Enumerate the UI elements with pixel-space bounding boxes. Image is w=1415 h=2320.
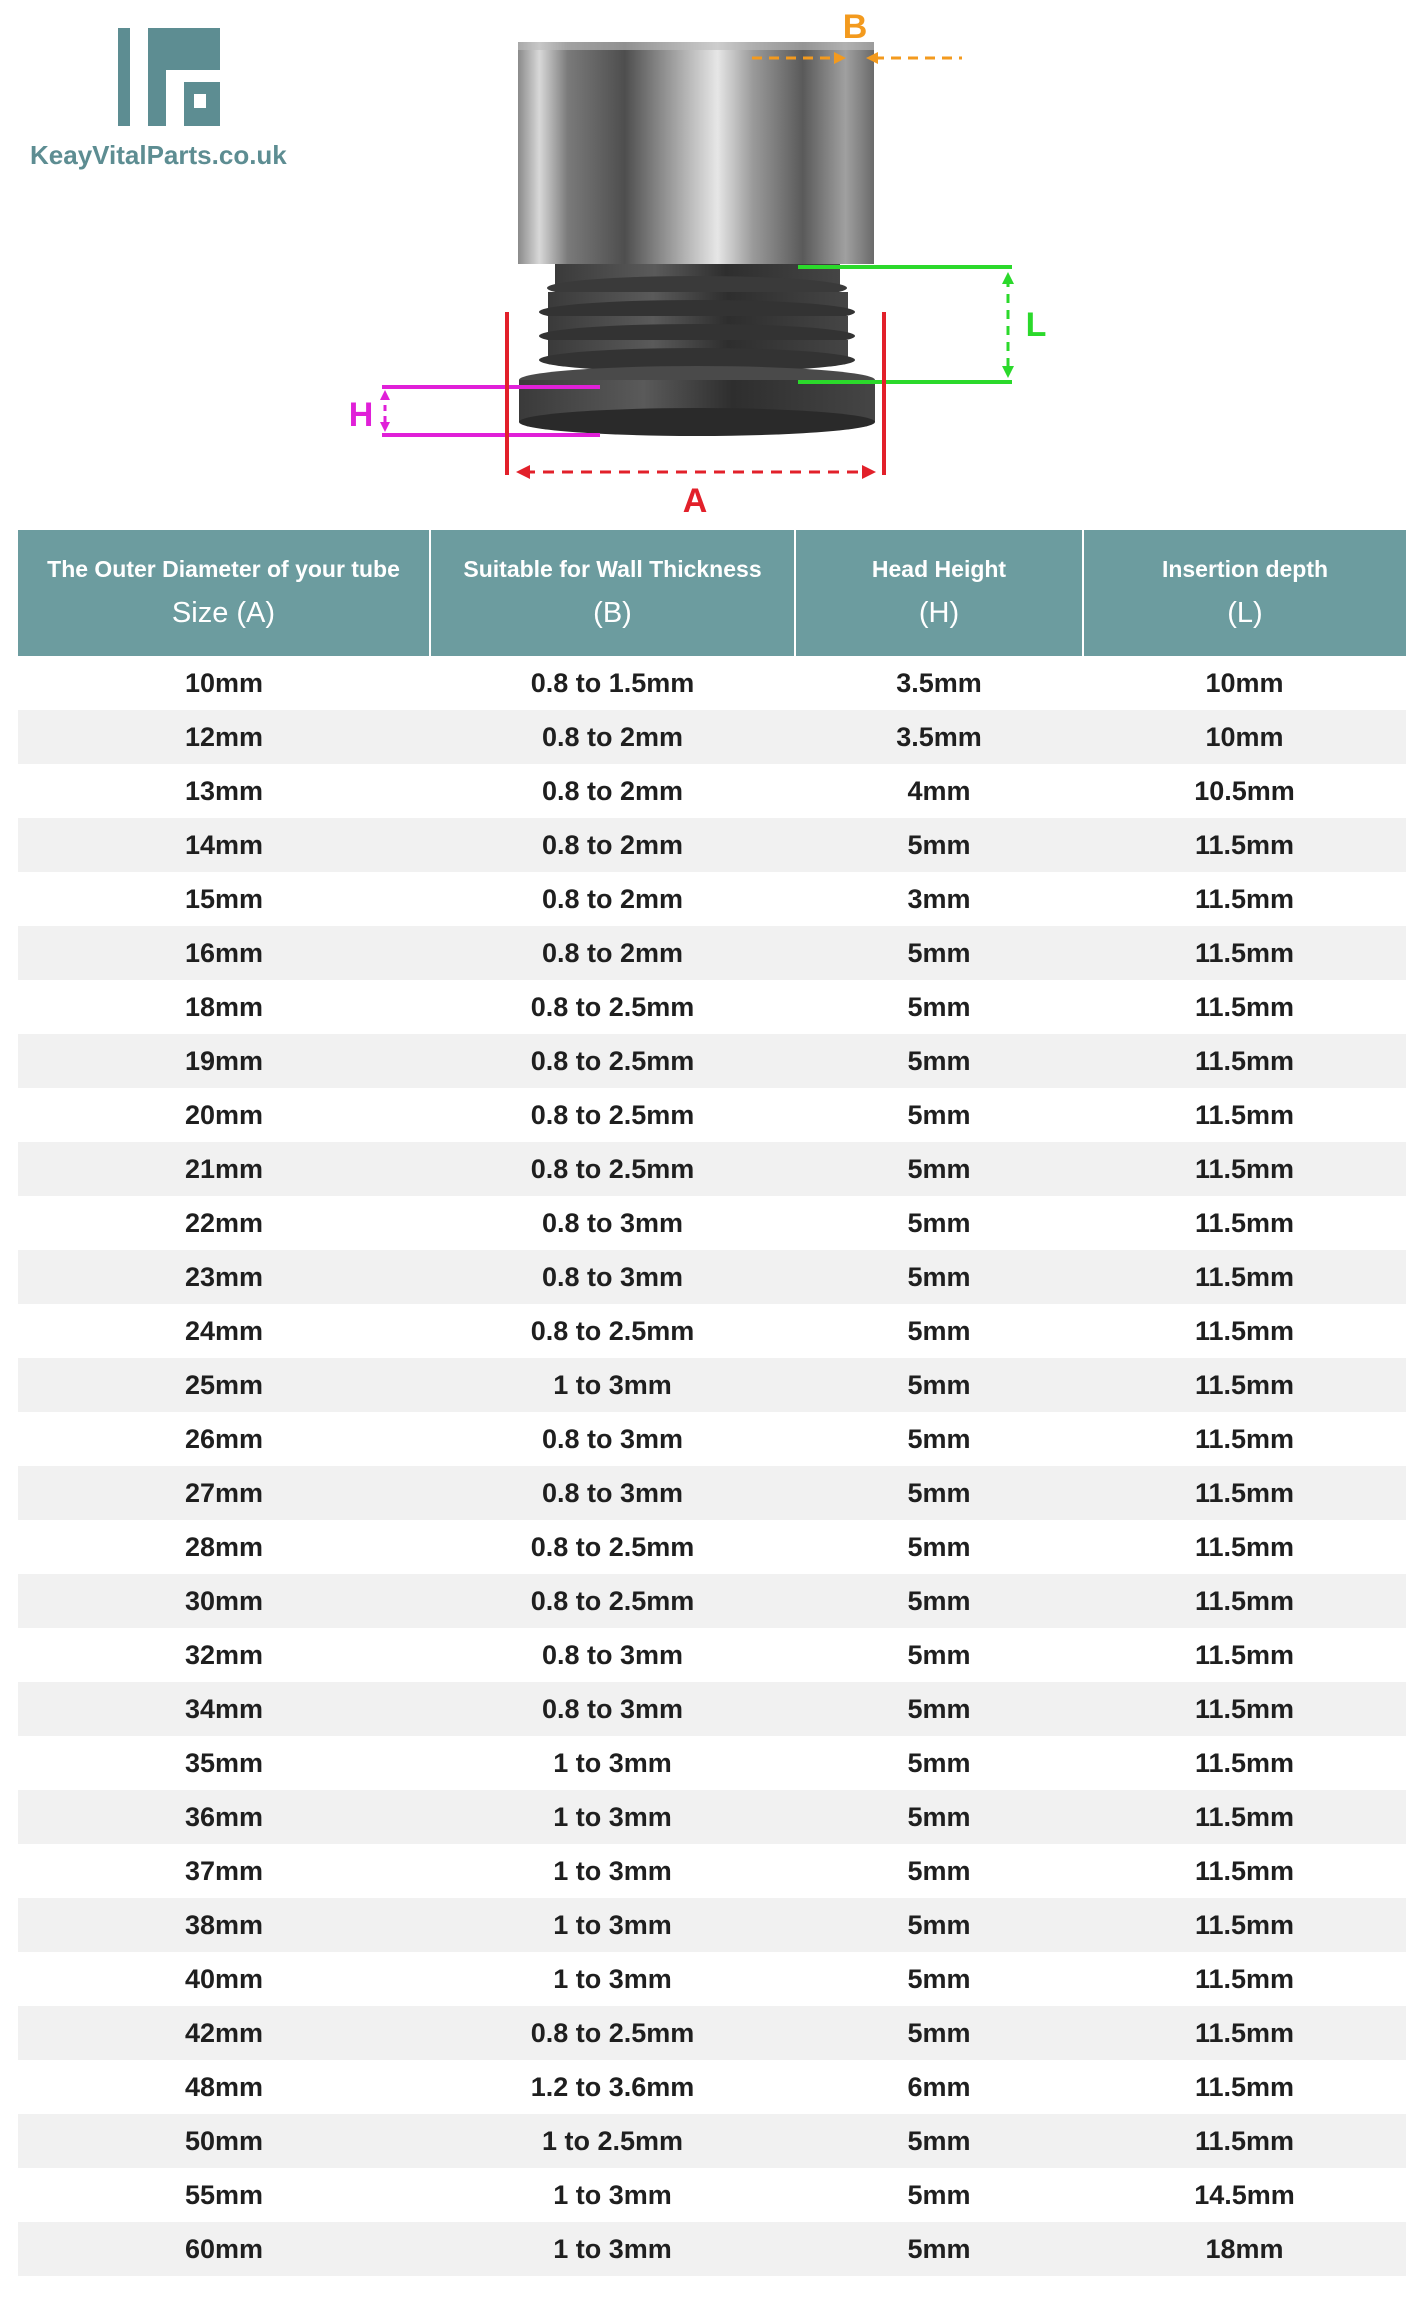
size-cell: 18mm bbox=[18, 980, 430, 1034]
head-height-cell: 5mm bbox=[795, 1196, 1083, 1250]
cap-insert-fins bbox=[539, 264, 855, 372]
head-height-cell: 4mm bbox=[795, 764, 1083, 818]
table-row bbox=[18, 2114, 1406, 2168]
insertion-depth-cell: 11.5mm bbox=[1083, 1520, 1406, 1574]
insertion-depth-cell: 11.5mm bbox=[1083, 1952, 1406, 2006]
wall-thickness-cell: 0.8 to 2.5mm bbox=[430, 1304, 795, 1358]
size-cell: 55mm bbox=[18, 2168, 430, 2222]
wall-thickness-cell: 0.8 to 3mm bbox=[430, 1412, 795, 1466]
insertion-depth-cell: 18mm bbox=[1083, 2222, 1406, 2276]
insertion-depth-cell: 11.5mm bbox=[1083, 1682, 1406, 1736]
table-row bbox=[18, 1304, 1406, 1358]
insertion-depth-cell: 11.5mm bbox=[1083, 818, 1406, 872]
table-row bbox=[18, 2222, 1406, 2276]
table-body bbox=[18, 656, 1406, 2276]
table-row bbox=[18, 1574, 1406, 1628]
insertion-depth-cell: 11.5mm bbox=[1083, 2114, 1406, 2168]
head-height-cell: 5mm bbox=[795, 980, 1083, 1034]
size-cell: 16mm bbox=[18, 926, 430, 980]
wall-thickness-cell: 0.8 to 2.5mm bbox=[430, 1142, 795, 1196]
size-cell: 22mm bbox=[18, 1196, 430, 1250]
size-cell: 14mm bbox=[18, 818, 430, 872]
logo-mark-icon bbox=[118, 28, 248, 130]
wall-thickness-cell: 0.8 to 2mm bbox=[430, 926, 795, 980]
insertion-depth-cell: 11.5mm bbox=[1083, 2060, 1406, 2114]
table-row bbox=[18, 1736, 1406, 1790]
insertion-depth-cell: 11.5mm bbox=[1083, 1142, 1406, 1196]
table-row bbox=[18, 1682, 1406, 1736]
head-height-cell: 5mm bbox=[795, 1142, 1083, 1196]
head-height-cell: 5mm bbox=[795, 1898, 1083, 1952]
end-cap-dimension-diagram bbox=[300, 0, 1100, 530]
insertion-depth-cell: 11.5mm bbox=[1083, 926, 1406, 980]
head-height-cell: 5mm bbox=[795, 1574, 1083, 1628]
head-height-cell: 5mm bbox=[795, 818, 1083, 872]
size-cell: 10mm bbox=[18, 656, 430, 710]
table-row bbox=[18, 1898, 1406, 1952]
insertion-depth-cell: 11.5mm bbox=[1083, 1736, 1406, 1790]
label-l: L bbox=[1025, 306, 1047, 344]
table-row bbox=[18, 2006, 1406, 2060]
size-cell: 60mm bbox=[18, 2222, 430, 2276]
head-height-cell: 5mm bbox=[795, 2114, 1083, 2168]
wall-thickness-cell: 1 to 3mm bbox=[430, 1898, 795, 1952]
table-row bbox=[18, 1142, 1406, 1196]
metal-tube bbox=[518, 42, 874, 264]
insertion-depth-cell: 11.5mm bbox=[1083, 1034, 1406, 1088]
table-header-row bbox=[18, 530, 1406, 656]
size-cell: 35mm bbox=[18, 1736, 430, 1790]
wall-thickness-cell: 1.2 to 3.6mm bbox=[430, 2060, 795, 2114]
insertion-depth-cell: 11.5mm bbox=[1083, 980, 1406, 1034]
table-row bbox=[18, 1844, 1406, 1898]
table-row bbox=[18, 1358, 1406, 1412]
insertion-depth-cell: 11.5mm bbox=[1083, 1574, 1406, 1628]
cap-head bbox=[519, 366, 875, 436]
head-height-cell: 5mm bbox=[795, 1250, 1083, 1304]
wall-thickness-cell: 0.8 to 2.5mm bbox=[430, 2006, 795, 2060]
size-cell: 21mm bbox=[18, 1142, 430, 1196]
head-height-cell: 5mm bbox=[795, 2222, 1083, 2276]
head-height-cell: 5mm bbox=[795, 1304, 1083, 1358]
label-h: H bbox=[348, 396, 374, 434]
insertion-depth-cell: 11.5mm bbox=[1083, 1358, 1406, 1412]
table-row bbox=[18, 2168, 1406, 2222]
insertion-depth-cell: 11.5mm bbox=[1083, 1304, 1406, 1358]
size-specification-table bbox=[18, 530, 1406, 2276]
wall-thickness-cell: 0.8 to 1.5mm bbox=[430, 656, 795, 710]
size-cell: 36mm bbox=[18, 1790, 430, 1844]
table-row bbox=[18, 2060, 1406, 2114]
wall-thickness-cell: 0.8 to 3mm bbox=[430, 1196, 795, 1250]
insertion-depth-cell: 11.5mm bbox=[1083, 2006, 1406, 2060]
table-row bbox=[18, 656, 1406, 710]
table-row bbox=[18, 764, 1406, 818]
table-row bbox=[18, 1412, 1406, 1466]
brand-name: KeayVitalParts.co.uk bbox=[30, 140, 287, 170]
insertion-depth-cell: 10.5mm bbox=[1083, 764, 1406, 818]
table-row bbox=[18, 926, 1406, 980]
insertion-depth-cell: 11.5mm bbox=[1083, 1844, 1406, 1898]
head-height-cell: 5mm bbox=[795, 1412, 1083, 1466]
wall-thickness-cell: 0.8 to 2.5mm bbox=[430, 1574, 795, 1628]
table-row bbox=[18, 1466, 1406, 1520]
insertion-depth-cell: 11.5mm bbox=[1083, 872, 1406, 926]
insertion-depth-cell: 11.5mm bbox=[1083, 1628, 1406, 1682]
insertion-depth-cell: 11.5mm bbox=[1083, 1196, 1406, 1250]
wall-thickness-cell: 0.8 to 3mm bbox=[430, 1682, 795, 1736]
table-row bbox=[18, 1790, 1406, 1844]
head-height-cell: 5mm bbox=[795, 1466, 1083, 1520]
size-cell: 42mm bbox=[18, 2006, 430, 2060]
head-height-cell: 5mm bbox=[795, 1034, 1083, 1088]
wall-thickness-cell: 0.8 to 2mm bbox=[430, 818, 795, 872]
head-height-cell: 5mm bbox=[795, 1520, 1083, 1574]
size-cell: 50mm bbox=[18, 2114, 430, 2168]
brand-logo bbox=[30, 28, 330, 178]
table-row bbox=[18, 710, 1406, 764]
size-cell: 27mm bbox=[18, 1466, 430, 1520]
size-cell: 28mm bbox=[18, 1520, 430, 1574]
insertion-depth-cell: 11.5mm bbox=[1083, 1088, 1406, 1142]
head-height-cell: 3.5mm bbox=[795, 710, 1083, 764]
wall-thickness-cell: 0.8 to 2.5mm bbox=[430, 1034, 795, 1088]
wall-thickness-cell: 0.8 to 2mm bbox=[430, 872, 795, 926]
head-height-cell: 5mm bbox=[795, 1682, 1083, 1736]
wall-thickness-cell: 1 to 3mm bbox=[430, 1844, 795, 1898]
wall-thickness-cell: 1 to 3mm bbox=[430, 2168, 795, 2222]
size-cell: 38mm bbox=[18, 1898, 430, 1952]
label-a: A bbox=[682, 482, 708, 520]
wall-thickness-cell: 0.8 to 3mm bbox=[430, 1250, 795, 1304]
size-cell: 23mm bbox=[18, 1250, 430, 1304]
size-cell: 13mm bbox=[18, 764, 430, 818]
table-row bbox=[18, 872, 1406, 926]
insertion-depth-cell: 11.5mm bbox=[1083, 1898, 1406, 1952]
label-b: B bbox=[842, 8, 868, 46]
head-height-cell: 5mm bbox=[795, 1952, 1083, 2006]
table-row bbox=[18, 1088, 1406, 1142]
wall-thickness-cell: 0.8 to 2mm bbox=[430, 710, 795, 764]
size-cell: 26mm bbox=[18, 1412, 430, 1466]
head-height-cell: 5mm bbox=[795, 2168, 1083, 2222]
wall-thickness-cell: 1 to 3mm bbox=[430, 1358, 795, 1412]
wall-thickness-cell: 1 to 3mm bbox=[430, 1952, 795, 2006]
head-height-cell: 5mm bbox=[795, 926, 1083, 980]
wall-thickness-cell: 0.8 to 2.5mm bbox=[430, 1520, 795, 1574]
table-row bbox=[18, 980, 1406, 1034]
head-height-cell: 3.5mm bbox=[795, 656, 1083, 710]
wall-thickness-cell: 0.8 to 2.5mm bbox=[430, 1088, 795, 1142]
table-row bbox=[18, 1034, 1406, 1088]
size-cell: 15mm bbox=[18, 872, 430, 926]
size-cell: 40mm bbox=[18, 1952, 430, 2006]
size-cell: 48mm bbox=[18, 2060, 430, 2114]
wall-thickness-cell: 0.8 to 2.5mm bbox=[430, 980, 795, 1034]
wall-thickness-cell: 1 to 2.5mm bbox=[430, 2114, 795, 2168]
head-height-cell: 5mm bbox=[795, 2006, 1083, 2060]
wall-thickness-cell: 1 to 3mm bbox=[430, 1790, 795, 1844]
header-wall-thickness: Suitable for Wall Thickness (B) bbox=[430, 530, 795, 656]
table-row bbox=[18, 818, 1406, 872]
head-height-cell: 5mm bbox=[795, 1088, 1083, 1142]
head-height-cell: 5mm bbox=[795, 1736, 1083, 1790]
insertion-depth-cell: 14.5mm bbox=[1083, 2168, 1406, 2222]
insertion-depth-cell: 10mm bbox=[1083, 710, 1406, 764]
size-cell: 20mm bbox=[18, 1088, 430, 1142]
wall-thickness-cell: 0.8 to 3mm bbox=[430, 1466, 795, 1520]
table-row bbox=[18, 1520, 1406, 1574]
wall-thickness-cell: 1 to 3mm bbox=[430, 2222, 795, 2276]
table-row bbox=[18, 1952, 1406, 2006]
insertion-depth-cell: 11.5mm bbox=[1083, 1466, 1406, 1520]
head-height-cell: 5mm bbox=[795, 1790, 1083, 1844]
insertion-depth-cell: 11.5mm bbox=[1083, 1790, 1406, 1844]
size-cell: 37mm bbox=[18, 1844, 430, 1898]
insertion-depth-cell: 11.5mm bbox=[1083, 1412, 1406, 1466]
header-head-height: Head Height (H) bbox=[795, 530, 1083, 656]
table-row bbox=[18, 1250, 1406, 1304]
product-header bbox=[0, 0, 1415, 530]
wall-thickness-cell: 0.8 to 3mm bbox=[430, 1628, 795, 1682]
head-height-cell: 5mm bbox=[795, 1844, 1083, 1898]
size-cell: 25mm bbox=[18, 1358, 430, 1412]
head-height-cell: 6mm bbox=[795, 2060, 1083, 2114]
table-row bbox=[18, 1628, 1406, 1682]
insertion-depth-cell: 11.5mm bbox=[1083, 1250, 1406, 1304]
wall-thickness-cell: 1 to 3mm bbox=[430, 1736, 795, 1790]
header-size: The Outer Diameter of your tube Size (A) bbox=[18, 530, 430, 656]
wall-thickness-cell: 0.8 to 2mm bbox=[430, 764, 795, 818]
insertion-depth-cell: 10mm bbox=[1083, 656, 1406, 710]
size-cell: 32mm bbox=[18, 1628, 430, 1682]
header-insertion-depth: Insertion depth (L) bbox=[1083, 530, 1406, 656]
size-cell: 34mm bbox=[18, 1682, 430, 1736]
size-cell: 12mm bbox=[18, 710, 430, 764]
head-height-cell: 5mm bbox=[795, 1358, 1083, 1412]
size-cell: 19mm bbox=[18, 1034, 430, 1088]
size-cell: 30mm bbox=[18, 1574, 430, 1628]
table-row bbox=[18, 1196, 1406, 1250]
head-height-cell: 3mm bbox=[795, 872, 1083, 926]
size-cell: 24mm bbox=[18, 1304, 430, 1358]
head-height-cell: 5mm bbox=[795, 1628, 1083, 1682]
